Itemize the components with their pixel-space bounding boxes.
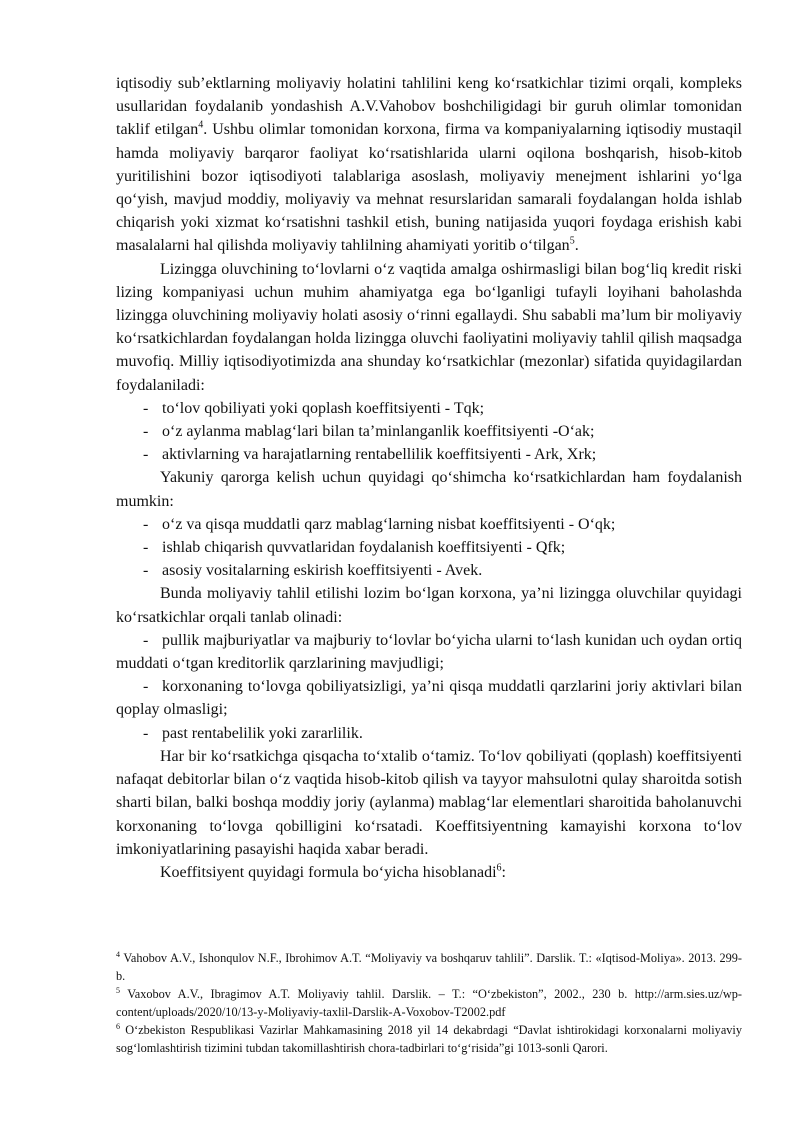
footnote-5	[116, 986, 742, 1021]
list-item	[116, 420, 742, 443]
list-item	[116, 443, 742, 466]
footnote-text: Vahobov A.V., Ishonqulov N.F., Ibrohimov A.T. “Moliyaviy va boshqaruv tahlili”. Darslik. T.: «Iqtisod-Moliya». 2013. 299-b.	[116, 951, 742, 983]
criteria-item	[116, 675, 742, 721]
list-item-text: to‘lov qobiliyati yoki qoplash koeffitsiyenti - Tqk;	[162, 399, 485, 417]
list-item-text: aktivlarning va harajatlarning rentabellilik koeffitsiyenti - Ark, Xrk;	[162, 446, 597, 464]
footnote-4	[116, 950, 742, 985]
dash-marker: -	[143, 539, 149, 557]
criteria-item-text: korxonaning to‘lovga qobiliyatsizligi, ya’ni qisqa muddatli qarzlarini joriy aktivlari bilan qoplay olmasligi;	[116, 678, 742, 719]
criteria-item-text: pullik majburiyatlar va majburiy to‘lovlar bo‘yicha ularni to‘lash kunidan uch oydan ortiq muddati o‘tgan kreditorlik qarzlarining mavjudligi;	[116, 631, 742, 673]
footnotes	[116, 950, 742, 1059]
dash-marker: -	[143, 515, 149, 533]
list-item-text: o‘z aylanma mablag‘lari bilan ta’minlanganlik koeffitsiyenti -O‘ak;	[162, 423, 595, 441]
list-item-text: ishlab chiqarish quvvatlaridan foydalanish koeffitsiyenti - Qfk;	[162, 539, 566, 557]
paragraph-6-text: Koeffitsiyent quyidagi formula bo‘yicha hisoblanadi	[160, 863, 497, 881]
dash-marker: -	[143, 423, 149, 441]
footnote-6	[116, 1022, 742, 1057]
footnote-text: O‘zbekiston Respublikasi Vazirlar Mahkamasining 2018 yil 14 dekabrdagi “Davlat ishtirokidagi korxonalarni moliyaviy sog‘lomlashtirish tizimini tubdan takomillashtirish chora-tadbirlari to‘g‘risida”gi 1013-sonli Qarori.	[116, 1023, 742, 1055]
indicator-list-main	[116, 397, 742, 467]
list-item-text: o‘z va qisqa muddatli qarz mablag‘larning nisbat koeffitsiyenti - O‘qk;	[162, 515, 616, 533]
paragraph-2: Lizingga oluvchining to‘lovlarni o‘z vaqtida amalga oshirmasligi bilan bog‘liq kredit riski lizing kompaniyasi uchun muhim ahamiyatga ega bo‘lganligi tufayli loyihani baholashda lizingga oluvchining moliyaviy holati asosiy o‘rinni egallaydi. Shu sababli ma’lum bir moliyaviy ko‘rsatkichlardan foydalangan holda lizingga oluvchi faoliyatini moliyaviy tahlil qilish maqsadga muvofiq. Milliy iqtisodiyotimizda ana shunday ko‘rsatkichlar (mezonlar) sifatida quyidagilardan foydalaniladi:	[116, 260, 742, 394]
paragraph-1	[116, 72, 742, 258]
dash-marker: -	[143, 446, 149, 464]
list-item	[116, 513, 742, 536]
footnote-ref-6: 6	[496, 862, 502, 874]
indicator-list-additional	[116, 513, 742, 583]
paragraph-1-text-a: iqtisodiy sub’ektlarning moliyaviy holatini tahlilini keng ko‘rsatkichlar tizimi orqali, kompleks usullaridan foydalanib yondashish A.V.Vahobov boshchiligidagi bir guruh olimlar tomonidan taklif etilgan	[116, 75, 742, 139]
dash-marker: -	[143, 562, 149, 580]
list-item-text: asosiy vositalarning eskirish koeffitsiyenti - Avek.	[162, 562, 483, 580]
paragraph-6-end: :	[501, 863, 506, 881]
criteria-list-tail	[116, 722, 742, 745]
list-item	[116, 397, 742, 420]
list-item	[116, 722, 742, 745]
dash-marker: -	[143, 631, 149, 649]
footnote-number: 4	[116, 949, 120, 959]
footnote-number: 5	[116, 986, 120, 996]
list-item	[116, 559, 742, 582]
document-body	[116, 72, 742, 884]
paragraph-1-text-b: . Ushbu olimlar tomonidan korxona, firma va kompaniyalarning iqtisodiy mustaqil hamda moliyaviy barqaror faoliyat ko‘rsatishlarida ularni oqilona boshqarish, hisob-kitob yuritilishini bozor iqtisodiyoti talablariga asoslash, moliyaviy menejment ishlarini yo‘lga qo‘yish, mavjud moddiy, moliyaviy va mehnat resurslaridan samarali foydalangan holda ishlab chiqarish yoki xizmat ko‘rsatishni tashkil etish, buning natijasida yuqori foydaga erishish kabi masalalarni hal qilishda moliyaviy tahlilning ahamiyati yoritib o‘tilgan	[116, 121, 742, 255]
dash-marker: -	[143, 678, 149, 696]
list-item	[116, 536, 742, 559]
footnote-ref-5: 5	[569, 236, 575, 248]
criteria-item	[116, 629, 742, 675]
footnote-number: 6	[116, 1022, 120, 1032]
dash-marker: -	[143, 724, 149, 742]
paragraph-6	[116, 861, 742, 884]
footnote-ref-4: 4	[198, 120, 204, 132]
paragraph-1-end: .	[574, 237, 579, 255]
dash-marker: -	[143, 399, 149, 417]
paragraph-4: Bunda moliyaviy tahlil etilishi lozim bo‘lgan korxona, ya’ni lizingga oluvchilar quyidagi ko‘rsatkichlar orqali tanlab olinadi:	[116, 585, 742, 626]
paragraph-3: Yakuniy qarorga kelish uchun quyidagi qo‘shimcha ko‘rsatkichlardan ham foydalanish mumkin:	[116, 469, 742, 510]
footnote-text: Vaxobov A.V., Ibragimov A.T. Moliyaviy tahlil. Darslik. – T.: “O‘zbekiston”, 2002., 230 b. http://arm.sies.uz/wp-content/uploads/2020/10/13-y-Moliyaviy-taxlil-Darslik-A-Voxobov-T2002.pdf	[116, 987, 743, 1019]
list-item-text: past rentabelilik yoki zararlilik.	[162, 724, 363, 742]
paragraph-5: Har bir ko‘rsatkichga qisqacha to‘xtalib o‘tamiz. To‘lov qobiliyati (qoplash) koeffitsiyenti nafaqat debitorlar bilan o‘z vaqtida hisob-kitob qilish va tayyor mahsulotni qulay sharoitda sotish sharti bilan, balki boshqa moddiy joriy (aylanma) mablag‘lar elementlari sharoitida baholanuvchi korxonaning to‘lovga qobilligini ko‘rsatadi. Koeffitsiyentning kamayishi korxona to‘lov imkoniyatlarining pasayishi haqida xabar beradi.	[116, 747, 742, 858]
